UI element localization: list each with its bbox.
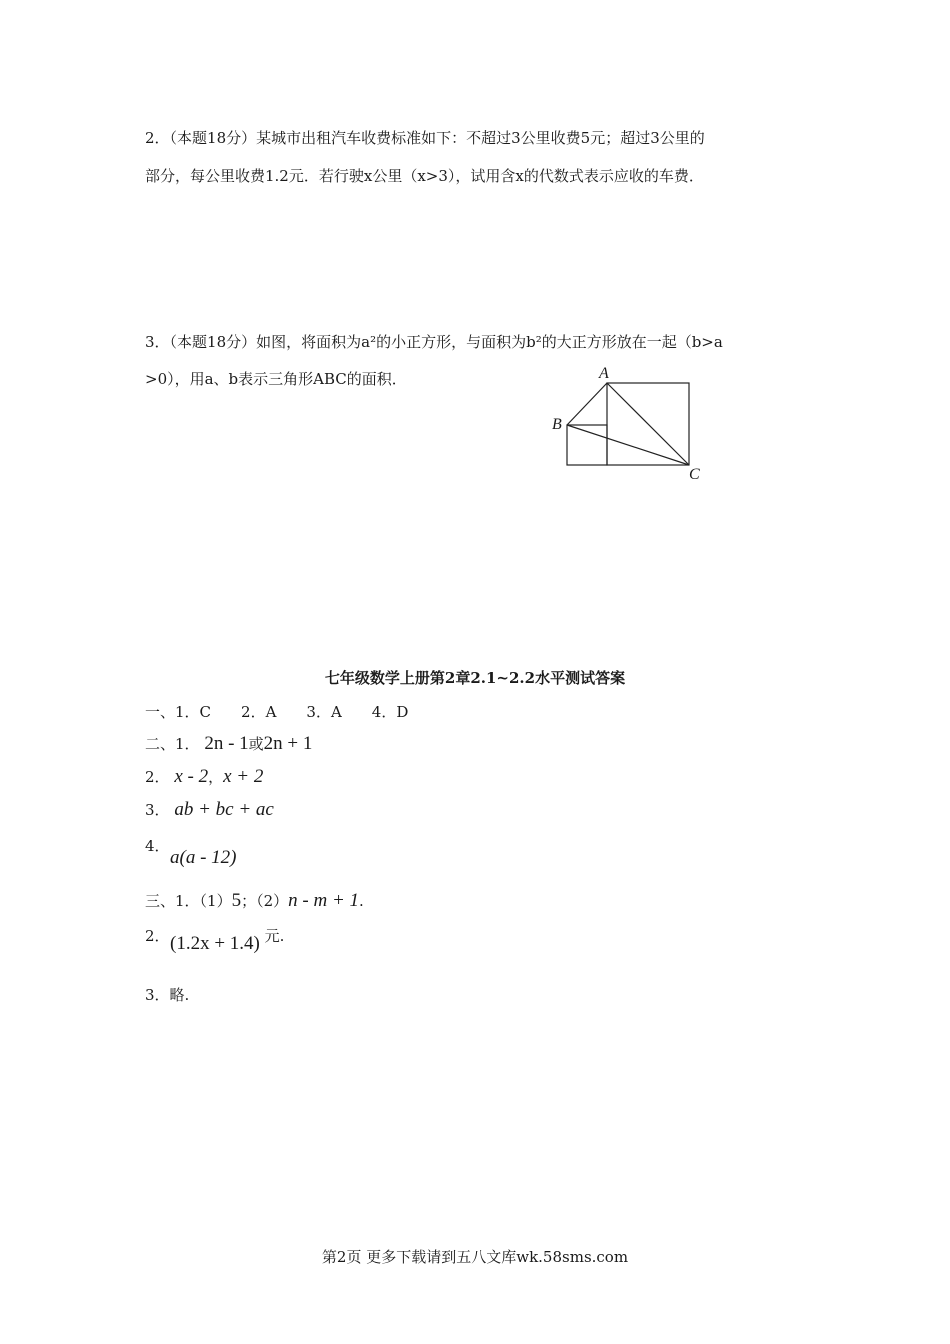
item-number: 2．	[145, 768, 170, 786]
answers-part-2-item-4-number: 4．	[145, 837, 170, 855]
answers-part-1: 一、1．C 2．A 3．A 4．D	[145, 703, 409, 721]
expression-ab-bc-ac: ab + bc + ac	[174, 799, 274, 820]
vertex-a-label: A	[599, 365, 609, 382]
part-3-prefix: 三、1．（1）	[145, 892, 232, 910]
question-2-line-2: 部分，每公里收费1.2元．若行驶x公里（x>3），试用含x的代数式表示应收的车费．	[145, 167, 704, 185]
side-ab	[567, 383, 607, 425]
answers-part-2-item-3	[145, 800, 274, 820]
answer-5: 5	[231, 890, 242, 911]
unit-yuan: 元.	[264, 927, 285, 945]
vertex-b-label: B	[552, 416, 562, 433]
answers-part-2-item-2	[145, 767, 263, 787]
expression-fare: (1.2x + 1.4)	[170, 933, 260, 954]
answers-part-3-item-3: 3．略.	[145, 986, 190, 1004]
expression-2n-minus-1: 2n - 1	[204, 733, 249, 754]
expression-x-plus-2: x + 2	[223, 766, 264, 787]
squares-triangle-figure	[545, 360, 715, 485]
expression-x-minus-2: x - 2	[174, 766, 209, 787]
question-3-line-1: 3．（本题18分）如图，将面积为a²的小正方形，与面积为b²的大正方形放在一起（b>a	[145, 333, 723, 351]
page-footer: 第2页 更多下载请到五八文库wk.58sms.com	[321, 1248, 629, 1266]
side-ac	[607, 383, 689, 465]
separator: ，	[208, 768, 224, 786]
answers-part-2-item-1	[145, 734, 312, 754]
part-2-prefix: 二、1．	[145, 735, 200, 753]
answers-title: 七年级数学上册第2章2.1~2.2水平测试答案	[324, 669, 626, 687]
question-3-line-2: >0），用a、b表示三角形ABC的面积．	[145, 370, 407, 388]
answers-part-3-item-2	[170, 927, 285, 956]
expression-a-times-a-minus-12: a(a - 12)	[170, 847, 237, 868]
or-word: 或	[248, 735, 264, 753]
side-bc	[567, 425, 689, 465]
vertex-c-label: C	[689, 466, 700, 483]
question-2-line-1: 2．（本题18分）某城市出租汽车收费标准如下：不超过3公里收费5元；超过3公里的	[145, 129, 705, 147]
expression-2n-plus-1: 2n + 1	[263, 733, 313, 754]
expression-n-minus-m-plus-1: n - m + 1	[288, 890, 360, 911]
period: .	[359, 892, 364, 910]
item-number: 3．	[145, 801, 170, 819]
separator: ；（2）	[241, 892, 289, 910]
answers-part-3-item-2-number: 2．	[145, 927, 170, 945]
answers-part-3-item-1	[145, 891, 364, 911]
